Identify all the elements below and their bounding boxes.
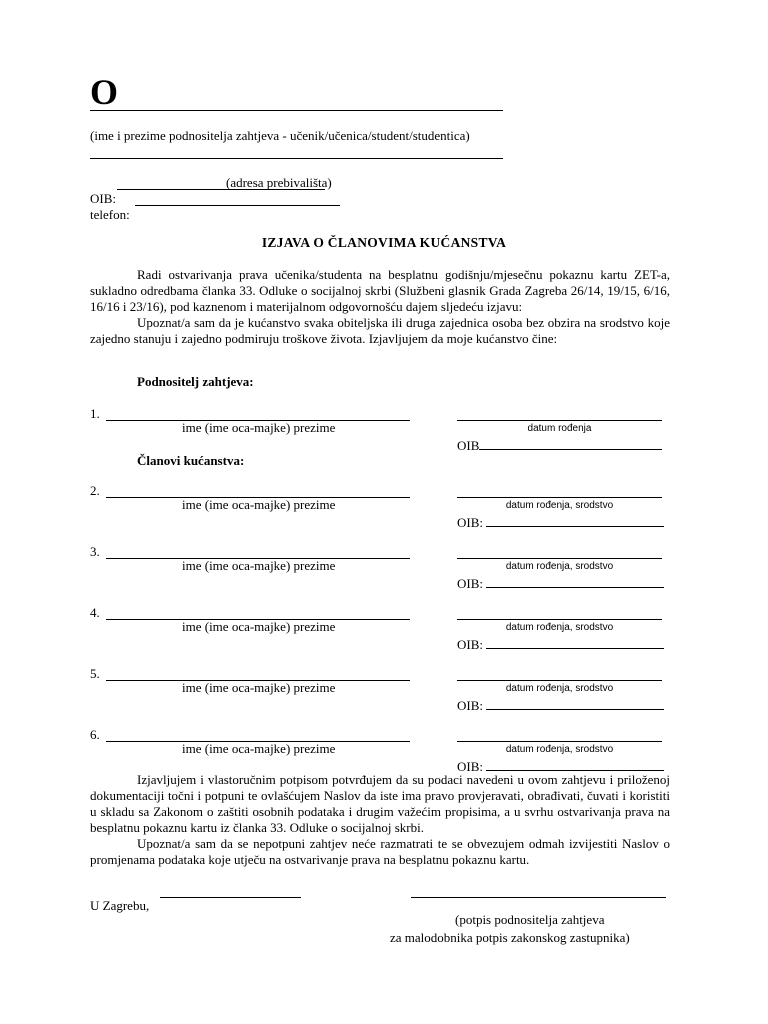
address-field[interactable]	[90, 158, 503, 159]
row-number: 1.	[90, 406, 100, 421]
oib-field[interactable]	[486, 636, 664, 649]
intro-text	[90, 267, 670, 347]
row-number: 5.	[90, 666, 100, 681]
oib-label: OIB:	[457, 759, 483, 774]
row-number: 2.	[90, 483, 100, 498]
logo-letter: O	[90, 72, 119, 112]
name-caption: ime (ime oca-majke) prezime	[182, 741, 336, 756]
oib-field[interactable]	[486, 758, 664, 771]
applicant-row	[0, 406, 768, 466]
closing-paragraph-1: Izjavljujem i vlastoručnim potpisom potvrđujem da su podaci navedeni u ovom zahtjevu i priloženoj dokumentaciji točni i potpuni te ovlašćujem Naslov da iste ima pravo provjeravati, obrađivati, čuvati i koristiti u skladu sa Zakonom o zaštiti osobnih podataka i drugim važećim propisima, a u svrhu ostvarivanja prava na besplatnu pokaznu kartu iz članka 33. Odluke o socijalnoj skrbi.	[90, 772, 670, 835]
applicant-heading: Podnositelj zahtjeva:	[137, 374, 254, 389]
member-row	[0, 666, 768, 726]
phone-field[interactable]	[135, 205, 340, 206]
birthdate-relation-field[interactable]	[457, 558, 662, 559]
oib-field[interactable]	[479, 437, 662, 450]
applicant-name-caption: (ime i prezime podnositelja zahtjeva - učenik/učenica/student/studentica)	[90, 128, 470, 143]
birthdate-relation-caption: datum rođenja, srodstvo	[505, 561, 614, 572]
intro-paragraph-1: Radi ostvarivanja prava učenika/studenta na besplatnu godišnju/mjesečnu pokaznu kartu ZET-a, sukladno odredbama članka 33. Odluke o socijalnoj skrbi (Službeni glasnik Grada Zagreba 26/14, 19/15, 6/16, 16/16 i 23/16), pod kaznenom i materijalnom odgovornošću dajem sljedeću izjavu:	[90, 267, 670, 314]
date-field[interactable]	[160, 897, 301, 898]
birthdate-caption: datum rođenja	[527, 423, 592, 434]
signature-caption-1: (potpis podnositelja zahtjeva	[455, 912, 605, 927]
oib-label: OIB:	[457, 637, 483, 652]
row-number: 6.	[90, 727, 100, 742]
closing-paragraph-2: Upoznat/a sam da se nepotpuni zahtjev neće razmatrati te se obvezujem odmah izvijestiti Naslov o promjenama podataka koje utječu na ostvarivanje prava na besplatnu pokaznu kartu.	[90, 836, 670, 867]
oib-label: OIB:	[90, 191, 116, 206]
oib-label: OIB	[457, 438, 480, 453]
birthdate-relation-field[interactable]	[457, 619, 662, 620]
closing-text	[90, 772, 670, 868]
birthdate-relation-field[interactable]	[457, 741, 662, 742]
member-row	[0, 483, 768, 543]
oib-entry	[457, 514, 664, 531]
oib-field[interactable]	[486, 575, 664, 588]
member-row	[0, 605, 768, 665]
birthdate-relation-caption: datum rođenja, srodstvo	[505, 744, 614, 755]
oib-field[interactable]	[117, 189, 325, 190]
birthdate-relation-field[interactable]	[457, 680, 662, 681]
row-number: 4.	[90, 605, 100, 620]
oib-entry	[457, 636, 664, 653]
name-caption: ime (ime oca-majke) prezime	[182, 558, 336, 573]
oib-label: OIB:	[457, 698, 483, 713]
document-title: IZJAVA O ČLANOVIMA KUĆANSTVA	[261, 235, 507, 250]
birthdate-field[interactable]	[457, 420, 662, 421]
oib-entry	[457, 575, 664, 592]
birthdate-relation-caption: datum rođenja, srodstvo	[505, 683, 614, 694]
oib-label: OIB:	[457, 515, 483, 530]
oib-entry	[457, 437, 662, 454]
phone-label: telefon:	[90, 207, 130, 222]
birthdate-relation-caption: datum rođenja, srodstvo	[505, 622, 614, 633]
intro-paragraph-2: Upoznat/a sam da je kućanstvo svaka obiteljska ili druga zajednica osoba bez obzira na srodstvo koje zajedno stanuju i zajedno podmiruju troškove života. Izjavljujem da moje kućanstvo čine:	[90, 315, 670, 346]
member-row	[0, 544, 768, 604]
name-caption: ime (ime oca-majke) prezime	[182, 680, 336, 695]
address-caption: (adresa prebivališta)	[226, 175, 332, 190]
name-caption: ime (ime oca-majke) prezime	[182, 497, 336, 512]
birthdate-relation-caption: datum rođenja, srodstvo	[505, 500, 614, 511]
oib-entry	[457, 697, 664, 714]
oib-label: OIB:	[457, 576, 483, 591]
oib-field[interactable]	[486, 514, 664, 527]
row-number: 3.	[90, 544, 100, 559]
birthdate-relation-field[interactable]	[457, 497, 662, 498]
name-caption: ime (ime oca-majke) prezime	[182, 420, 336, 435]
members-heading: Članovi kućanstva:	[137, 453, 245, 468]
oib-field[interactable]	[486, 697, 664, 710]
signature-caption-2: za malodobnika potpis zakonskog zastupnika)	[390, 930, 630, 945]
name-caption: ime (ime oca-majke) prezime	[182, 619, 336, 634]
applicant-name-field[interactable]	[90, 110, 503, 111]
signature-field[interactable]	[411, 897, 666, 898]
place-label: U Zagrebu,	[90, 898, 150, 913]
